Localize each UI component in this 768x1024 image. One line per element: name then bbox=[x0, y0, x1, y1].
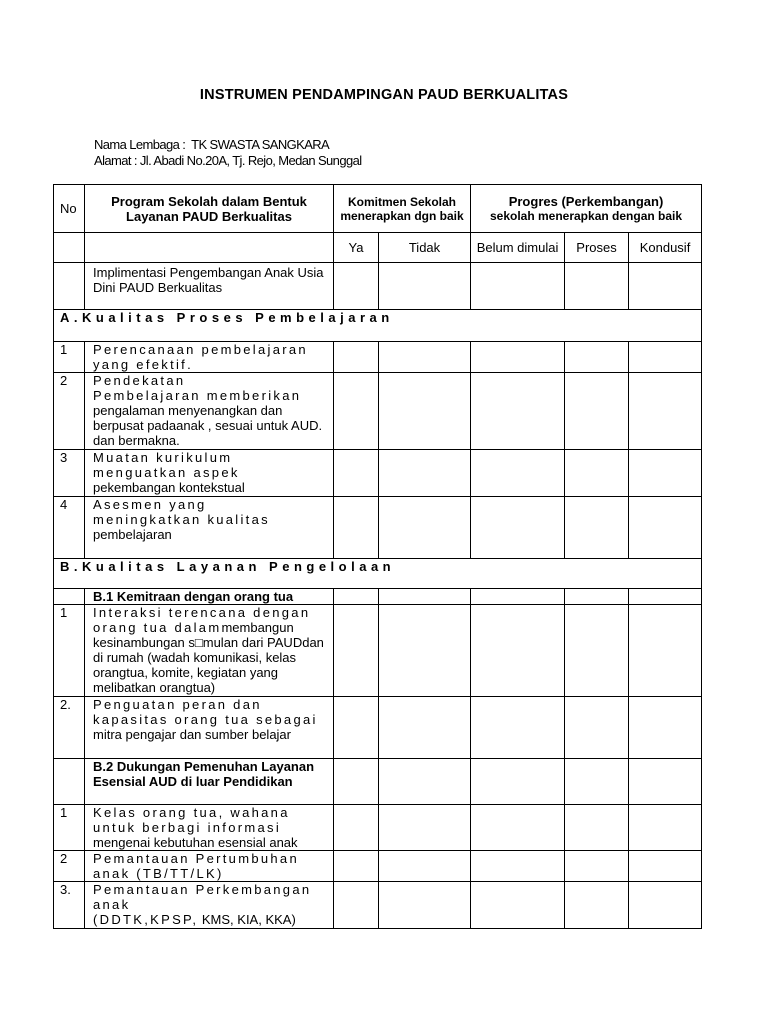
table-row bbox=[54, 450, 702, 497]
address-label: Alamat : bbox=[94, 153, 137, 168]
row-description: Pendekatan Pembelajaran memberikan pengalaman menyenangkan dan berpusat padaanak , sesuai untuk AUD. dan bermakna. bbox=[85, 373, 334, 450]
row-number: 2 bbox=[54, 373, 85, 450]
institution-label: Nama Lembaga : bbox=[94, 137, 186, 152]
row-number: 3 bbox=[54, 450, 85, 497]
header-progres bbox=[471, 185, 702, 233]
row-description: Asesmen yang meningkatkan kualitas pembelajaran bbox=[85, 497, 334, 559]
table-row bbox=[54, 882, 702, 929]
implementation-row bbox=[54, 263, 702, 310]
document-title: INSTRUMEN PENDAMPINGAN PAUD BERKUALITAS bbox=[199, 87, 569, 103]
section-a-title: A.Kualitas Proses Pembelajaran bbox=[54, 310, 702, 342]
assessment-table bbox=[53, 184, 702, 929]
institution-value: TK SWASTA SANGKARA bbox=[191, 137, 330, 152]
table-row bbox=[54, 851, 702, 882]
address-line bbox=[94, 153, 362, 168]
row-description: Interaksi terencana dengan orang tua dalammembangun kesinambungan s□mulan dari PAUDdan di rumah (wadah komunikasi, kelas orangtua, komite, kegiatan yang melibatkan orangtua) bbox=[85, 605, 334, 697]
row-number: 3. bbox=[54, 882, 85, 929]
section-b-row bbox=[54, 559, 702, 589]
row-description: Muatan kurikulum menguatkan aspek pekembangan kontekstual bbox=[85, 450, 334, 497]
header-proses: Proses bbox=[565, 233, 629, 263]
table-row bbox=[54, 497, 702, 559]
table-row bbox=[54, 805, 702, 851]
header-belum: Belum dimulai bbox=[471, 233, 565, 263]
row-description: Pemantauan Perkembangan anak (DDTK,KPSP, KMS, KIA, KKA) bbox=[85, 882, 334, 929]
address-value: Jl. Abadi No.20A, Tj. Rejo, Medan Sunggal bbox=[139, 153, 362, 168]
table-row bbox=[54, 605, 702, 697]
row-description: Penguatan peran dan kapasitas orang tua sebagai mitra pengajar dan sumber belajar bbox=[85, 697, 334, 759]
row-description: Perencanaan pembelajaran yang efektif. bbox=[85, 342, 334, 373]
row-description: Kelas orang tua, wahana untuk berbagi informasi mengenai kebutuhan esensial anak bbox=[85, 805, 334, 851]
table-row bbox=[54, 342, 702, 373]
header-komitmen: Komitmen Sekolah menerapkan dgn baik bbox=[334, 185, 471, 233]
header-tidak: Tidak bbox=[379, 233, 471, 263]
subsection-b1-row bbox=[54, 589, 702, 605]
table-row bbox=[54, 373, 702, 450]
subsection-b2-row bbox=[54, 759, 702, 805]
section-b-title: B.Kualitas Layanan Pengelolaan bbox=[54, 559, 702, 589]
header-program: Program Sekolah dalam Bentuk Layanan PAUD Berkualitas bbox=[85, 185, 334, 233]
institution-line bbox=[94, 137, 329, 152]
header-ya: Ya bbox=[334, 233, 379, 263]
row-description: Pemantauan Pertumbuhan anak (TB/TT/LK) bbox=[85, 851, 334, 882]
subsection-b2-title: B.2 Dukungan Pemenuhan Layanan Esensial AUD di luar Pendidikan bbox=[85, 759, 334, 805]
subsection-b1-title: B.1 Kemitraan dengan orang tua bbox=[85, 589, 334, 605]
header-progres-title: Progres (Perkembangan) bbox=[508, 194, 664, 209]
header-progres-sub: sekolah menerapkan dengan baik bbox=[489, 209, 683, 223]
subheader-row bbox=[54, 233, 702, 263]
row-number: 1 bbox=[54, 805, 85, 851]
row-number: 4 bbox=[54, 497, 85, 559]
header-no: No bbox=[54, 185, 85, 233]
row-number: 1 bbox=[54, 605, 85, 697]
section-a-row bbox=[54, 310, 702, 342]
implementation-text: Implimentasi Pengembangan Anak Usia Dini PAUD Berkualitas bbox=[85, 263, 334, 310]
header-kondusif: Kondusif bbox=[629, 233, 702, 263]
header-row bbox=[54, 185, 702, 233]
row-number: 2. bbox=[54, 697, 85, 759]
row-number: 1 bbox=[54, 342, 85, 373]
row-number: 2 bbox=[54, 851, 85, 882]
table-row bbox=[54, 697, 702, 759]
